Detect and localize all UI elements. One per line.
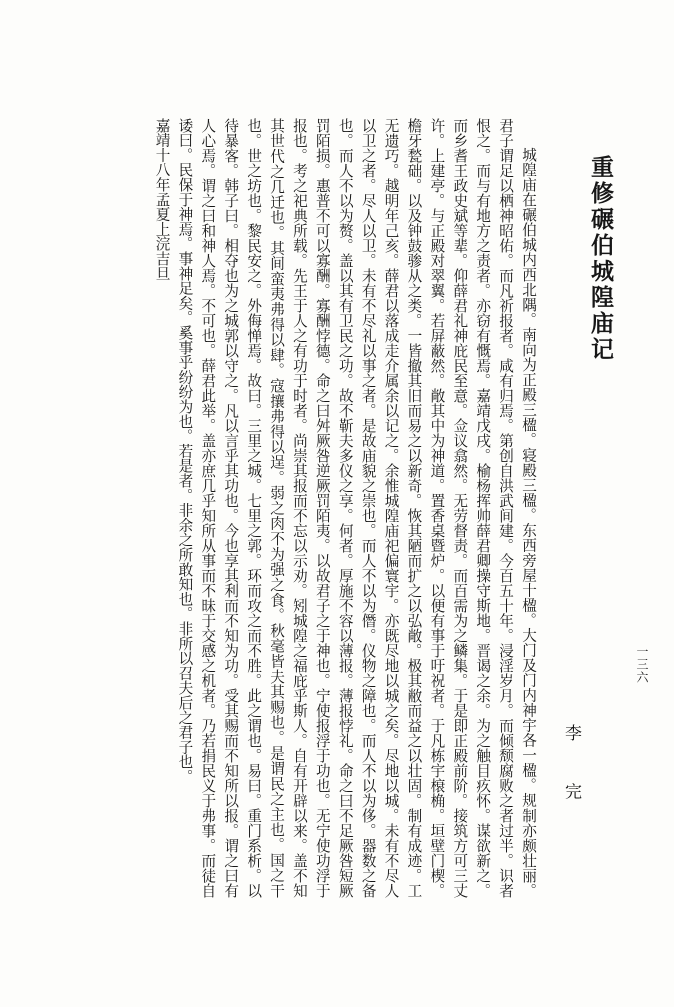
date-signature: 嘉靖十八年孟夏上浣吉旦 xyxy=(153,118,171,281)
author-name: 李 完 xyxy=(561,724,581,818)
paragraph: 城隍庙在碾伯城内西北隅。南向为正殿三楹。寝殿三楹。东西旁屋十楹。大门及门内神宇各一楹。规制亦颇壮丽。君子谓足以栖神昭佑。而凡祈报者。咸有归焉。第创自洪武间建。今百五十年。浸淫岁月。而倾颓腐败之者过半。识者恨之。而与有地方之责者。亦窃有慨焉。嘉靖戊戌。榆杨挥帅薛君卿操守斯地。晋谒之余。为之触目疚怀。谋欲新之。而乡耆王政史斌等辈。仰薛君礼神庇民至意。佥议翕然。无劳督责。而百需为之鳞集。于是即正殿前阶。接筑方可三丈许。上建亭。与正殿对翠翼。若屏蔽然。敞其中为神道。置香桌暨炉。以便有事于吁祝者。于凡栋宇榱桷。垣壁门楔。檐牙甃础。以及钟鼓骖从之类。一皆撤其旧而易之以新奇。恢其陋而扩之以弘敞。极其敝而益之以壮固。制有成迹。工无遗巧。越明年己亥。薛君以落成走介属余以记之。余惟城隍庙祀偏寰宇。亦既尽地以城之矣。尽地以城。未有不尽人以卫之者。尽人以卫。未有不尽礼以事之者。是故庙貌之崇也。而人不以为僭。仪物之障也。而人不以为侈。器数之备也。而人不以为赘。盖以其有卫民之功。故不靳夫多仪之享。何者。厚施不容以薄报。薄报悖礼。命之曰不足厥咎短厥罚陌损。惠普不可以寡酬。寡酬悖德。命之曰舛厥咎逆厥罚陌夷。以故君子之于神也。宁使报浮于功也。无宁使功浮于报也。考之祀典所载。先王于人之有功于时者。尚崇其报而不忘以示劝。矧城隍之福庇乎斯人。自有开辟以来。盖不知其世代之几迁也。其间蛮夷弗得以肆。寇攘弗得以逞。弱之肉不为强之食。秋毫皆夫其赐也。是谓民之主也。国之干也。世之坊也。黎民安之。外侮惮焉。故曰。三里之城。七里之郭。环而攻之而不胜。此之谓也。易曰。重门系析。以待暴客。韩子曰。相夺也为之城郭以守之。凡以言乎其功也。今也享其利而不知为功。受其赐而不知所以报。谓之曰有人心焉。谓之曰和神人焉。不可也。薛君此举。盖亦庶几乎知所从事而不昧于交感之机者。乃若捐民义于弗事。而徒自诿曰。民保于神焉。事神足矣。奚事乎纷纷为也。若是者。非余之所敢知也。非所以召夫后之君子也。 xyxy=(176,118,537,898)
body-text xyxy=(119,118,539,898)
page-number: 一三六 xyxy=(635,645,649,684)
page-title: 重修碾伯城隍庙记 xyxy=(587,155,614,363)
